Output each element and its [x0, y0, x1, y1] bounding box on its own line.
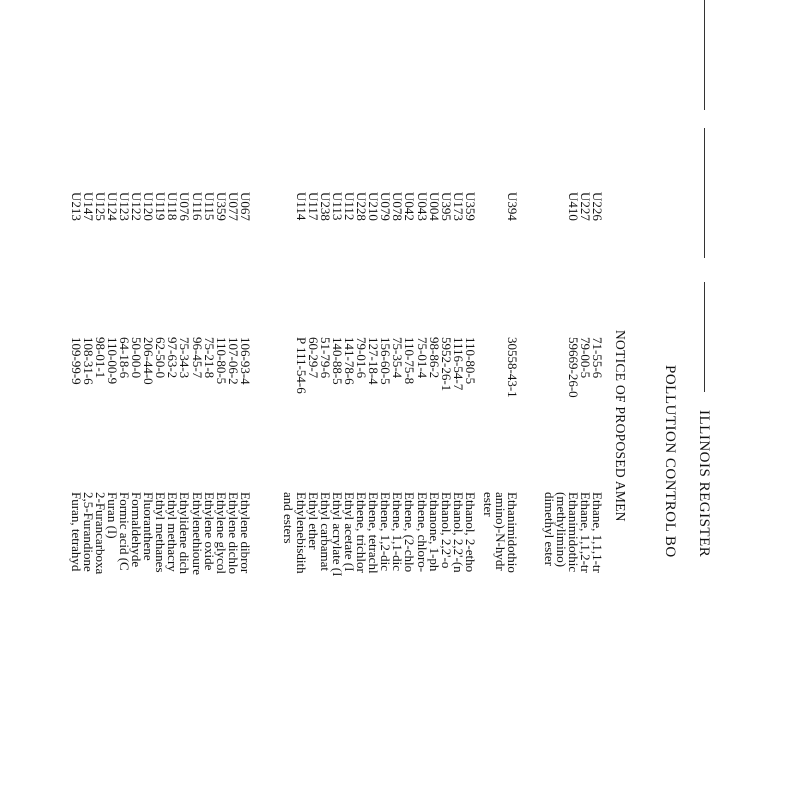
table-row — [464, 0, 477, 800]
cas-number: 5952-26-1 — [438, 337, 454, 392]
rotated-page-content — [68, 0, 800, 800]
substance-name: Ethanimidothio — [505, 492, 520, 573]
substance-name: Ethylene oxide — [201, 492, 217, 571]
cas-number: 140-88-5 — [329, 337, 345, 385]
waste-code: U120 — [141, 192, 157, 221]
substance-name: Ethene, tetrachl — [366, 492, 382, 574]
cas-number: 60-29-7 — [305, 337, 321, 379]
substance-name: Ethyl methanes — [153, 492, 169, 573]
table-row — [191, 0, 204, 800]
register-title: ILLINOIS REGISTER — [696, 410, 712, 558]
waste-code: U076 — [177, 192, 193, 221]
waste-code: U395 — [438, 192, 454, 221]
cas-number: 79-01-6 — [354, 337, 370, 379]
substance-name: Formaldehyde — [129, 492, 145, 568]
table-row — [404, 0, 417, 800]
substance-name: Ethene, (2-chlo — [402, 492, 418, 573]
substance-name: Ethylidene dich — [177, 492, 193, 574]
header-rule-right — [704, 282, 705, 392]
cas-number: 107-06-2 — [225, 337, 241, 385]
table-row — [331, 0, 344, 800]
cas-number: 156-60-5 — [378, 337, 394, 385]
table-row — [166, 0, 179, 800]
table-row — [142, 0, 155, 800]
cas-number: 106-93-4 — [238, 337, 253, 385]
waste-code: U117 — [305, 192, 321, 221]
cas-number: 110-00-9 — [104, 337, 120, 385]
table-row — [82, 0, 95, 800]
cas-number: 75-21-8 — [201, 337, 217, 379]
table-row — [215, 0, 228, 800]
substance-name: Ethylene dibror — [238, 492, 253, 574]
cas-number: 110-75-8 — [402, 337, 418, 385]
substance-name: 2-Furancarboxa — [92, 492, 108, 575]
table-row — [307, 0, 320, 800]
substance-name: (methylimino) — [553, 492, 569, 568]
substance-name: Ethylenethioure — [189, 492, 205, 576]
substance-name: Ethene, 1,2-dic — [378, 492, 394, 572]
substance-name: Fluoranthene — [141, 492, 157, 561]
substance-name: dimethyl ester — [541, 492, 557, 567]
substance-name: Ethene, 1,1-dic — [390, 492, 406, 572]
substance-name: Formic acid (C — [117, 492, 132, 571]
cas-number: 110-80-5 — [463, 337, 478, 385]
cas-number: 206-44-0 — [141, 337, 157, 385]
cas-number: 71-55-6 — [590, 337, 605, 379]
waste-code: U173 — [450, 192, 466, 221]
cas-number: 64-18-6 — [117, 337, 132, 379]
table-row — [239, 0, 252, 800]
substance-name: Furan (I) — [104, 492, 120, 539]
substance-name: Ethane, 1,1,1-tr — [590, 492, 605, 573]
cas-number: 62-50-0 — [153, 337, 169, 379]
substance-name: Ethanone, 1-ph — [426, 492, 442, 572]
waste-code: U226 — [590, 192, 605, 221]
table-row — [343, 0, 356, 800]
substance-name: Ethyl methacry — [165, 492, 181, 572]
table-row — [106, 0, 119, 800]
substance-name: Ethene, chloro- — [414, 492, 430, 573]
table-row — [70, 0, 83, 800]
waste-code: U238 — [317, 192, 333, 221]
cas-number: 75-01-4 — [414, 337, 430, 379]
cas-number: 51-79-6 — [317, 337, 333, 379]
cas-number: 127-18-4 — [366, 337, 382, 385]
waste-code: U114 — [293, 192, 309, 221]
table-row — [440, 0, 453, 800]
waste-code: U210 — [366, 192, 382, 221]
waste-code: U116 — [189, 192, 205, 221]
table-row — [543, 0, 556, 800]
table-row — [283, 0, 296, 800]
cas-number: 98-86-2 — [426, 337, 442, 379]
waste-code: U067 — [238, 192, 253, 221]
waste-code: U119 — [153, 192, 169, 221]
cas-number: 110-80-5 — [213, 337, 229, 385]
cas-number: 79-00-5 — [577, 337, 593, 379]
waste-code: U124 — [104, 192, 120, 221]
table-row — [118, 0, 131, 800]
substance-name: Furan, tetrahyd — [68, 492, 84, 572]
waste-code: U077 — [225, 192, 241, 221]
table-row — [130, 0, 143, 800]
waste-code: U004 — [426, 192, 442, 221]
waste-code: U122 — [129, 192, 145, 221]
table-row — [391, 0, 404, 800]
table-row — [416, 0, 429, 800]
cas-number: 75-34-3 — [177, 337, 193, 379]
table-row — [227, 0, 240, 800]
substance-name: Ethylene dichlo — [225, 492, 241, 574]
table-row — [494, 0, 507, 800]
table-row — [567, 0, 580, 800]
waste-code: U147 — [80, 192, 96, 221]
waste-code: U394 — [505, 192, 520, 221]
table-row — [319, 0, 332, 800]
table-row — [94, 0, 107, 800]
cas-number: 98-01-1 — [92, 337, 108, 379]
waste-code: U410 — [565, 192, 581, 221]
substance-name: amino)-N-hydr — [492, 492, 508, 571]
waste-code: U228 — [354, 192, 370, 221]
substance-name: Ethanimidothic — [565, 492, 581, 573]
waste-code: U079 — [378, 192, 394, 221]
waste-code: U115 — [201, 192, 217, 221]
table-row — [379, 0, 392, 800]
substance-name: Ethane, 1,1,2-tr — [577, 492, 593, 573]
substance-name: Ethyl carbamat — [317, 492, 333, 572]
substance-name: 2,5-Furandione — [80, 492, 96, 572]
cas-number: 59669-26-0 — [565, 337, 581, 398]
board-title: POLLUTION CONTROL BO — [662, 365, 678, 558]
cas-number: 96-45-7 — [189, 337, 205, 379]
substance-name: Ethylene glycol — [213, 492, 229, 574]
waste-code: U112 — [342, 192, 357, 221]
waste-code: U118 — [165, 192, 181, 221]
notice-title: NOTICE OF PROPOSED AMEN — [613, 330, 628, 522]
substance-name: ester — [480, 492, 496, 517]
table-row — [428, 0, 441, 800]
substance-name: Ethyl acetate (I — [342, 492, 357, 572]
waste-code: U125 — [92, 192, 108, 221]
substance-name: Ethanol, 2,2'-o — [438, 492, 454, 569]
table-row — [506, 0, 519, 800]
cas-number: 141-78-6 — [342, 337, 357, 385]
cas-number: 97-63-2 — [165, 337, 181, 379]
waste-code: U043 — [414, 192, 430, 221]
substance-name: and esters — [281, 492, 297, 544]
cas-number: 108-31-6 — [80, 337, 96, 385]
cas-number: P 111-54-6 — [293, 337, 309, 394]
waste-code: U213 — [68, 192, 84, 221]
waste-code: U227 — [577, 192, 593, 221]
substance-name: Ethanol, 2,2'-(n — [450, 492, 466, 573]
table-row — [295, 0, 308, 800]
header-rule-left — [704, 0, 705, 110]
substance-name: Ethyl ether — [305, 492, 321, 550]
table-row — [367, 0, 380, 800]
table-row — [203, 0, 216, 800]
waste-code: U042 — [402, 192, 418, 221]
waste-code: U359 — [213, 192, 229, 221]
header-rule-mid — [704, 128, 705, 258]
table-row — [482, 0, 495, 800]
substance-name: Ethylenebisdith — [293, 492, 309, 574]
substance-name: Ethanol, 2-etho — [463, 492, 478, 573]
waste-code: U359 — [463, 192, 478, 221]
table-row — [579, 0, 592, 800]
waste-code: U123 — [117, 192, 132, 221]
cas-number: 30558-43-1 — [505, 337, 520, 398]
table-row — [591, 0, 604, 800]
substance-name: Ethyl acrylate (I — [329, 492, 345, 577]
table-row — [555, 0, 568, 800]
substance-name: Ethene, trichlor — [354, 492, 370, 573]
table-row — [355, 0, 368, 800]
waste-code: U113 — [329, 192, 345, 221]
cas-number: 109-99-9 — [68, 337, 84, 385]
cas-number: 1116-54-7 — [450, 337, 466, 391]
waste-code: U078 — [390, 192, 406, 221]
cas-number: 50-00-0 — [129, 337, 145, 379]
table-row — [154, 0, 167, 800]
table-row — [179, 0, 192, 800]
cas-number: 75-35-4 — [390, 337, 406, 379]
table-row — [452, 0, 465, 800]
